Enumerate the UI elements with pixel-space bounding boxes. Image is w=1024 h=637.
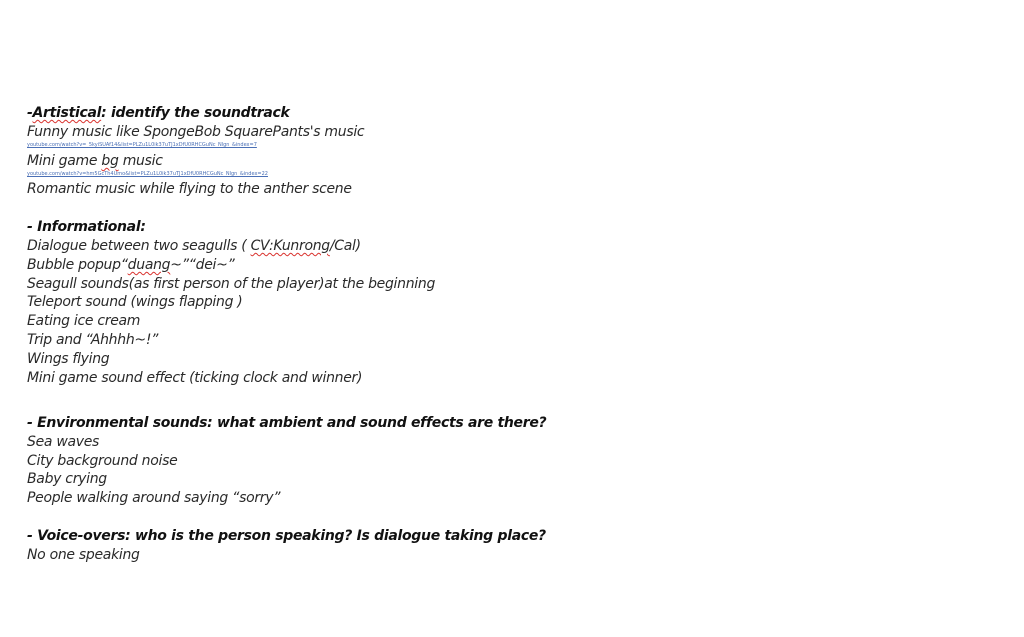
- artistical-item-funny-music: Funny music like SpongeBob SquarePants's music: [27, 124, 365, 140]
- informational-dialogue-pre: Dialogue between two seagulls (: [27, 238, 251, 254]
- voiceovers-item: No one speaking: [27, 547, 140, 563]
- informational-item-bubble: [27, 256, 234, 274]
- informational-item: Wings flying: [27, 351, 110, 367]
- voiceovers-heading: - Voice-overs: who is the person speaking? Is dialogue taking place?: [27, 528, 546, 544]
- informational-item: Teleport sound (wings flapping ): [27, 294, 243, 310]
- artistical-item-minigame-post: music: [118, 153, 163, 169]
- informational-item: Trip and “Ahhhh~!”: [27, 332, 159, 348]
- informational-bubble-post: ~”“dei~”: [170, 257, 235, 273]
- informational-dialogue-cv: CV:Kunrong: [250, 238, 330, 254]
- informational-bubble-pre: Bubble popup“: [27, 257, 128, 273]
- environmental-item: Sea waves: [27, 434, 100, 450]
- artistical-item-minigame-music: [27, 152, 163, 170]
- informational-item-dialogue: [27, 237, 361, 255]
- artistical-heading-word: Artistical: [32, 105, 102, 121]
- artistical-heading-rest: : identify the soundtrack: [101, 105, 290, 121]
- informational-heading: - Informational:: [27, 219, 146, 235]
- artistical-item-minigame-bg: bg: [101, 153, 119, 169]
- artistical-link-1[interactable]: youtube.com/watch?v=_5kyiSUAf14&list=PLZu1L0ik37uTJ1xDfU0RHCGuNc_Nlgn_&index=7: [27, 142, 257, 148]
- artistical-link-2[interactable]: youtube.com/watch?v=hm5GcTh4Umo&list=PLZu1L0ik37uTJ1xDfU0RHCGuNc_Nlgn_&index=22: [27, 171, 268, 177]
- environmental-heading: - Environmental sounds: what ambient and sound effects are there?: [27, 415, 547, 431]
- artistical-item-romantic-music: Romantic music while flying to the anther scene: [27, 181, 352, 197]
- informational-item: Mini game sound effect (ticking clock and winner): [27, 370, 363, 386]
- environmental-item: People walking around saying “sorry”: [27, 490, 281, 506]
- environmental-item: City background noise: [27, 453, 178, 469]
- informational-item: Eating ice cream: [27, 313, 141, 329]
- artistical-heading: [27, 104, 290, 122]
- environmental-item: Baby crying: [27, 471, 107, 487]
- informational-item: Seagull sounds(as first person of the player)at the beginning: [27, 276, 436, 292]
- informational-dialogue-post: /Cal): [329, 238, 361, 254]
- artistical-heading-prefix: -: [27, 105, 33, 121]
- artistical-item-minigame-pre: Mini game: [27, 153, 102, 169]
- informational-bubble-duang: duang: [127, 257, 171, 273]
